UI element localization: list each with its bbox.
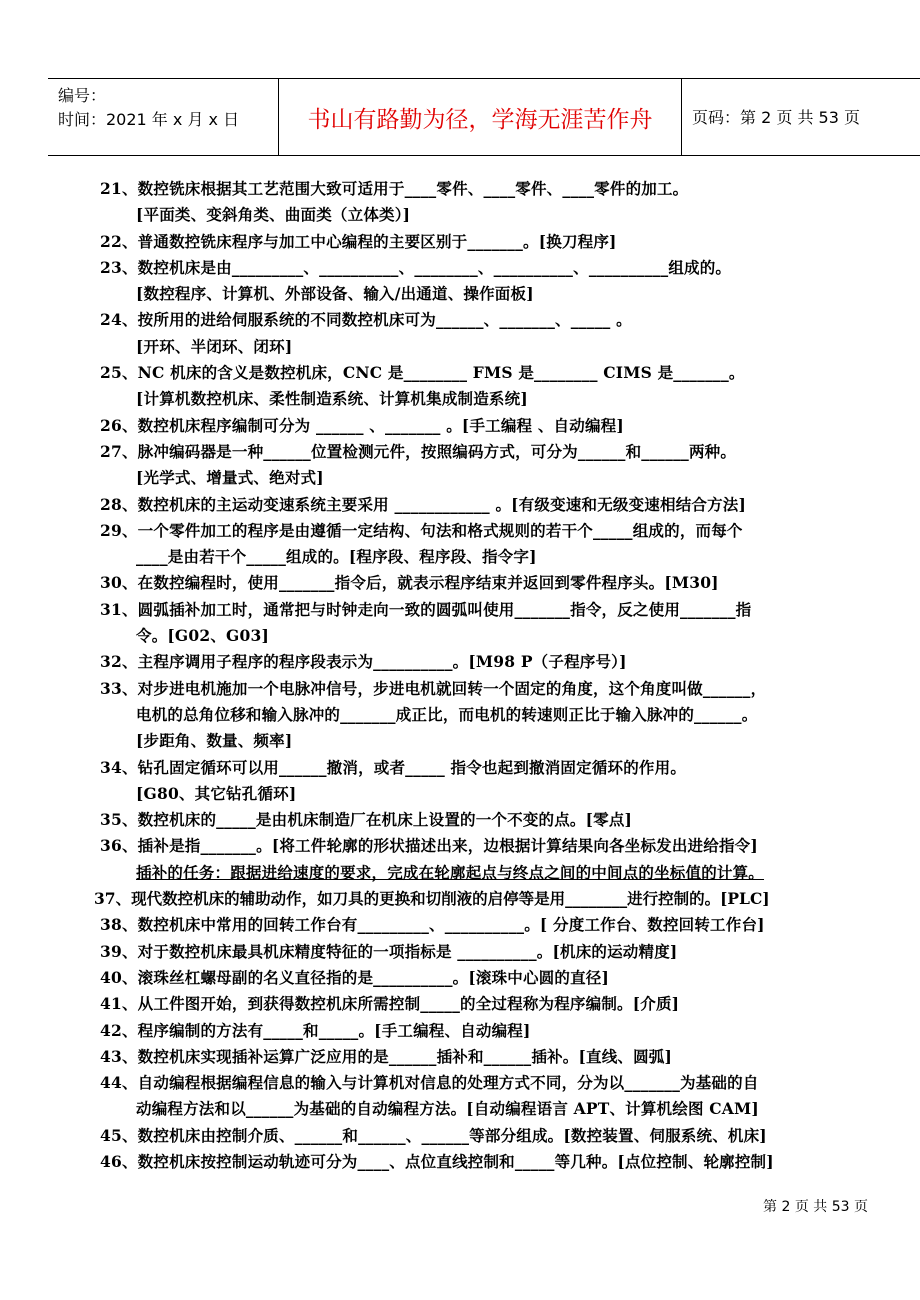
time-label: 时间：2021 年 x 月 x 日 bbox=[58, 110, 240, 129]
question-line: 34、钻孔固定循环可以用______撤消，或者_____ 指令也起到撤消固定循环的作用。 bbox=[100, 757, 687, 777]
continuation-line: 插补的任务：跟据进给速度的要求，完成在轮廓起点与终点之间的中间点的坐标值的计算。 bbox=[136, 862, 765, 882]
question-line: 25、NC 机床的含义是数控机床，CNC 是________ FMS 是________ CIMS 是_______。 bbox=[100, 363, 745, 383]
page-header bbox=[48, 78, 920, 156]
question-line: 45、数控机床由控制介质、______和______、______等部分组成。[数控装置、伺服系统、机床] bbox=[100, 1125, 767, 1145]
question-line: 39、对于数控机床最具机床精度特征的一项指标是 __________。[机床的运动精度] bbox=[100, 941, 678, 961]
answer-line: [G80、其它钻孔循环] bbox=[136, 783, 297, 803]
answer-line: [光学式、增量式、绝对式] bbox=[136, 468, 324, 488]
question-line: 42、程序编制的方法有_____和_____。[手工编程、自动编程] bbox=[100, 1020, 531, 1040]
question-line: 31、圆弧插补加工时，通常把与时钟走向一致的圆弧叫使用_______指令，反之使用_______指 bbox=[100, 599, 752, 619]
question-line: 22、普通数控铣床程序与加工中心编程的主要区别于_______。[换刀程序] bbox=[100, 231, 617, 251]
answer-line: [数控程序、计算机、外部设备、输入/出通道、操作面板] bbox=[136, 284, 534, 304]
question-line: 33、对步进电机施加一个电脉冲信号，步进电机就回转一个固定的角度，这个角度叫做______， bbox=[100, 678, 767, 698]
question-line: 27、脉冲编码器是一种______位置检测元件，按照编码方式，可分为______和______两种。 bbox=[100, 441, 737, 461]
question-line: 46、数控机床按控制运动轨迹可分为____、点位直线控制和_____等几种。[点位控制、轮廓控制] bbox=[100, 1151, 774, 1171]
question-line: 30、在数控编程时，使用_______指令后，就表示程序结束并返回到零件程序头。[M30] bbox=[100, 573, 719, 593]
question-line: 24、按所用的进给伺服系统的不同数控机床可为______、_______、_____ 。 bbox=[100, 310, 632, 330]
page-footer: 第 2 页 共 53 页 bbox=[763, 1199, 868, 1215]
question-line: 37、现代数控机床的辅助动作，如刀具的更换和切削液的启停等是用________进行控制的。[PLC] bbox=[94, 889, 770, 909]
question-line: 43、数控机床实现插补运算广泛应用的是______插补和______插补。[直线、圆弧] bbox=[100, 1046, 673, 1066]
motto: 书山有路勤为径，学海无涯苦作舟 bbox=[307, 107, 653, 133]
header-page-cell bbox=[682, 79, 920, 155]
answer-line: [计算机数控机床、柔性制造系统、计算机集成制造系统] bbox=[136, 389, 528, 409]
question-list bbox=[94, 176, 872, 1175]
answer-line: [开环、半闭环、闭环] bbox=[136, 336, 293, 356]
question-line: 29、一个零件加工的程序是由遵循一定结构、句法和格式规则的若干个_____组成的，而每个 bbox=[100, 520, 743, 540]
header-meta-cell bbox=[48, 79, 279, 155]
question-line: 21、数控铣床根据其工艺范围大致可适用于____零件、____零件、____零件的加工。 bbox=[100, 179, 689, 198]
answer-line: [平面类、变斜角类、曲面类（立体类）] bbox=[136, 205, 411, 225]
header-motto-cell bbox=[279, 79, 682, 155]
continuation-line: 动编程方法和以______为基础的自动编程方法。[自动编程语言 APT、计算机绘图 CAM] bbox=[136, 1099, 759, 1119]
question-line: 41、从工件图开始，到获得数控机床所需控制_____的全过程称为程序编制。[介质] bbox=[100, 994, 680, 1014]
question-line: 26、数控机床程序编制可分为 ______ 、_______ 。[手工编程 、自动编程] bbox=[100, 415, 624, 435]
question-line: 40、滚珠丝杠螺母副的名义直径指的是__________。[滚珠中心圆的直径] bbox=[100, 967, 610, 987]
question-line: 36、插补是指_______。[将工件轮廓的形状描述出来，边根据计算结果向各坐标发出进给指令] bbox=[100, 836, 758, 856]
question-line: 38、数控机床中常用的回转工作台有_________、__________。[ 分度工作台、数控回转工作台] bbox=[100, 915, 765, 935]
number-label: 编号： bbox=[58, 86, 107, 105]
page-info: 页码：第 2 页 共 53 页 bbox=[692, 108, 860, 127]
question-line: 32、主程序调用子程序的程序段表示为__________。[M98 P（子程序号）] bbox=[100, 652, 627, 672]
question-line: 44、自动编程根据编程信息的输入与计算机对信息的处理方式不同，分为以_______为基础的自 bbox=[100, 1073, 759, 1093]
question-line: 28、数控机床的主运动变速系统主要采用 ____________ 。[有级变速和无级变速相结合方法] bbox=[100, 494, 747, 514]
question-line: 23、数控机床是由_________、__________、________、__________、__________组成的。 bbox=[100, 257, 732, 277]
continuation-line: ____是由若干个_____组成的。[程序段、程序段、指令字] bbox=[136, 547, 537, 567]
answer-line: [步距角、数量、频率] bbox=[136, 731, 293, 751]
continuation-line: 令。[G02、G03] bbox=[136, 626, 269, 646]
continuation-line: 电机的总角位移和输入脉冲的_______成正比，而电机的转速则正比于输入脉冲的______。 bbox=[136, 704, 758, 724]
question-line: 35、数控机床的_____是由机床制造厂在机床上设置的一个不变的点。[零点] bbox=[100, 810, 633, 830]
